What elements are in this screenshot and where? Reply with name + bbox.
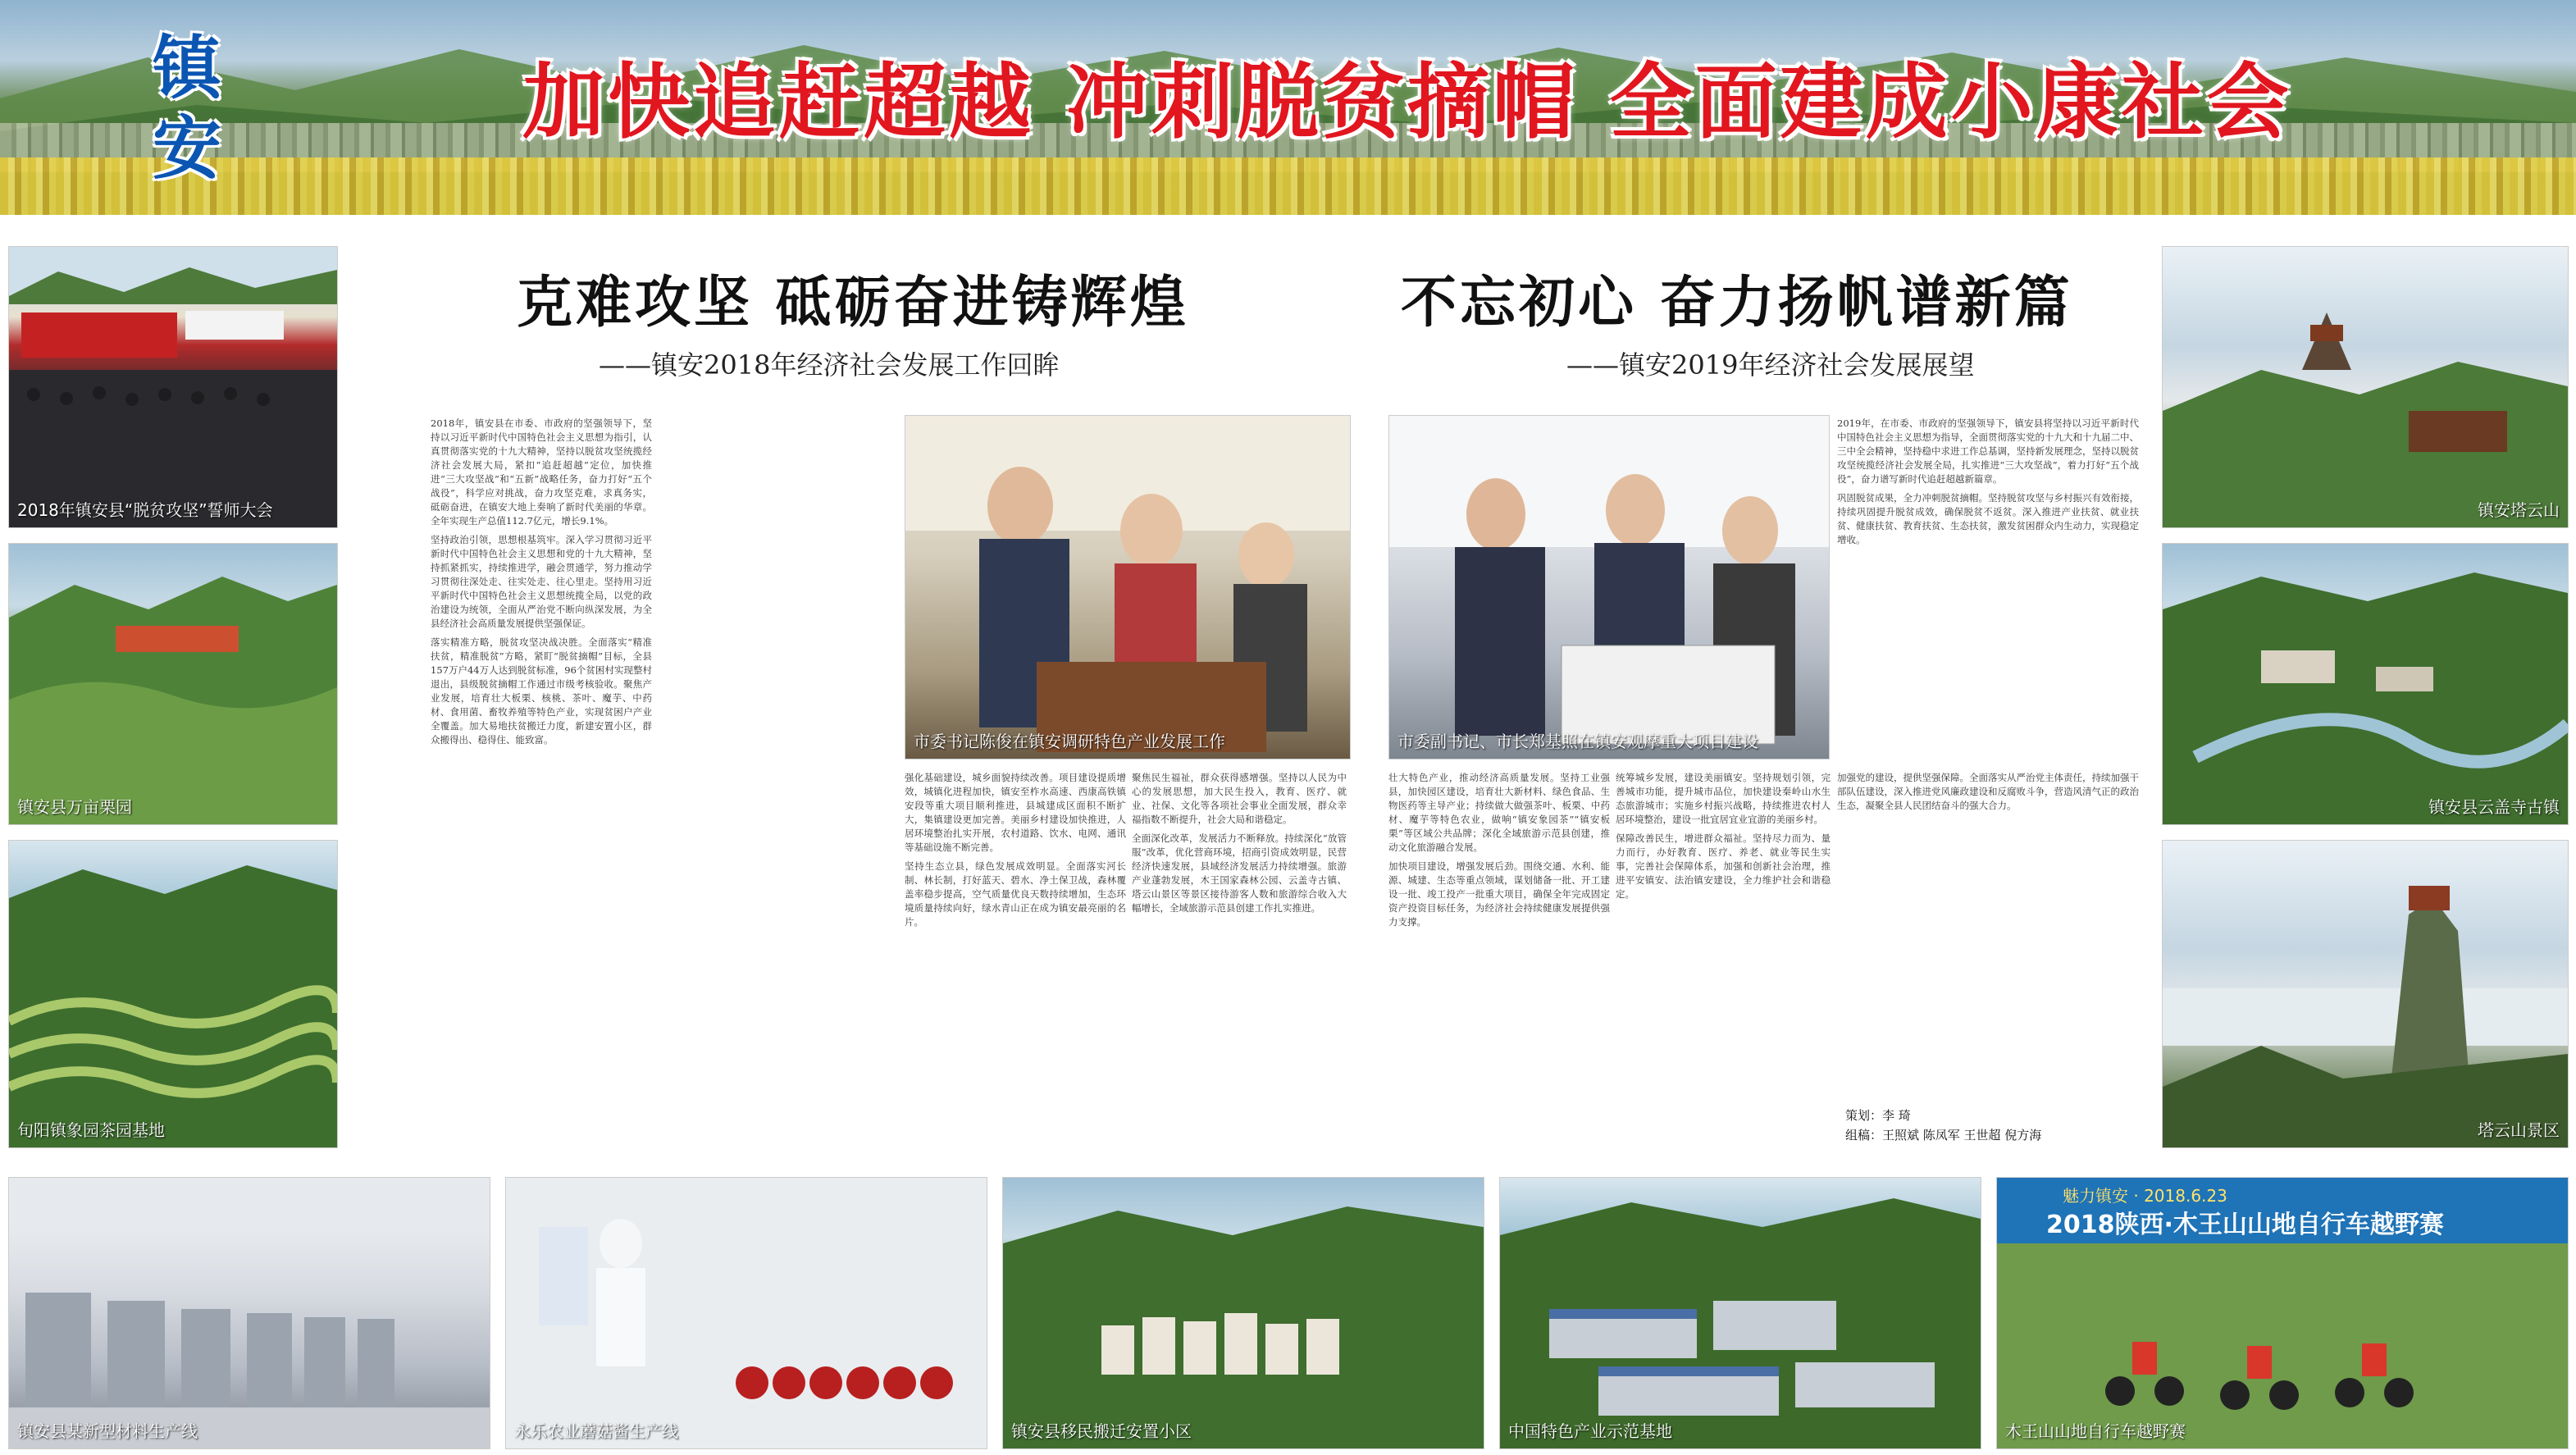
left-article-col-3 xyxy=(1132,771,1347,1163)
right-headline: 不忘初心 奋力扬帆谱新篇 xyxy=(1401,271,2073,335)
photo-left-1 xyxy=(8,246,338,528)
left-article-photo xyxy=(905,415,1351,759)
paragraph: 保障改善民生，增进群众福祉。坚持尽力而为、量力而行，办好教育、医疗、养老、就业等民生实事，完善社会保障体系，加强和创新社会治理，推进平安镇安、法治镇安建设，全力维护社会和谐稳定。 xyxy=(1616,832,1831,900)
left-article-col-2 xyxy=(905,771,1126,1163)
photo-bottom-4 xyxy=(1499,1177,1981,1449)
food-production-scene xyxy=(506,1178,987,1448)
photo-left-3 xyxy=(8,840,338,1148)
resettlement-community-scene xyxy=(1003,1178,1484,1448)
paragraph: 坚持政治引领，思想根基筑牢。深入学习贯彻习近平新时代中国特色社会主义思想和党的十九大精神，坚持抓紧抓实，持续推进学，融会贯通学，努力推动学习贯彻往深处走、往实处走、往心里走。坚持用习近平新时代中国特色社会主义思想统揽全局，以党的政治建设为统领，全面从严治党不断向纵深发展，为全县经济社会高质量发展提供坚强保证。 xyxy=(431,534,652,629)
tea-terraces-scene xyxy=(9,841,337,1147)
cliff-pavilion-scene xyxy=(2163,841,2568,1147)
paragraph: 全面深化改革，发展活力不断释放。持续深化“放管服”改革，优化营商环境，招商引资成效明显，民营经济快速发展，县域经济发展活力持续增强。旅游产业蓬勃发展，木王国家森林公园、云盖寺古镇、塔云山景区等景区接待游客人数和旅游综合收入大幅增长，全域旅游示范县创建工作扎实推进。 xyxy=(1132,832,1347,914)
project-visit-scene xyxy=(1389,416,1829,759)
left-subheadline: ——镇安2018年经济社会发展工作回眸 xyxy=(599,349,1060,381)
photo-caption: 镇安县万亩栗园 xyxy=(17,797,132,817)
ancient-town-scene xyxy=(2163,544,2568,824)
photo-caption: 2018年镇安县“脱贫攻坚”誓师大会 xyxy=(17,500,273,520)
photo-caption: 旬阳镇象园茶园基地 xyxy=(17,1120,165,1140)
photo-caption: 塔云山景区 xyxy=(2478,1120,2560,1140)
rapeseed-field xyxy=(0,157,2576,215)
photo-caption: 永乐农业蘑菇酱生产线 xyxy=(514,1421,678,1441)
paragraph: 壮大特色产业，推动经济高质量发展。坚持工业强县，加快园区建设，培育壮大新材料、绿色食品、生物医药等主导产业；持续做大做强茶叶、板栗、中药材、魔芋等特色农业，做响“镇安象园茶”“镇安板栗”等区域公共品牌；深化全域旅游示范县创建，推动文化旅游融合发展。 xyxy=(1388,772,1610,853)
paragraph: 统筹城乡发展，建设美丽镇安。坚持规划引领，完善城市功能，提升城市品位，加快建设秦岭山水生态旅游城市；实施乡村振兴战略，持续推进农村人居环境整治，建设一批宜居宜业宜游的美丽乡村。 xyxy=(1616,772,1831,825)
credits xyxy=(1845,1106,2041,1145)
photo-right-1 xyxy=(2162,246,2569,528)
paragraph: 加快项目建设，增强发展后劲。围绕交通、水利、能源、城建、生态等重点领域，谋划储备一批、开工建设一批、竣工投产一批重大项目，确保全年完成固定资产投资目标任务，为经济社会持续健康发展提供强力支撑。 xyxy=(1388,860,1610,928)
paragraph: 2019年，在市委、市政府的坚强领导下，镇安县将坚持以习近平新时代中国特色社会主义思想为指导，全面贯彻落实党的十九大和十九届二中、三中全会精神，坚持稳中求进工作总基调，坚持新发展理念，坚持以脱贫攻坚统揽经济社会发展全局，扎实推进“三大攻坚战”，着力打好“五个战役”，奋力谱写新时代追赶超越新篇章。 xyxy=(1837,417,2139,485)
slogan: 加快追赶超越 冲刺脱贫摘帽 全面建成小康社会 xyxy=(522,54,2292,150)
industrial-park-scene xyxy=(1500,1178,1981,1448)
officials-inspecting-scene xyxy=(905,416,1350,759)
photo-right-2 xyxy=(2162,543,2569,825)
paragraph: 落实精准方略，脱贫攻坚决战决胜。全面落实“精准扶贫，精准脱贫”方略，紧盯“脱贫摘帽”目标，全县157万户44万人达到脱贫标准，96个贫困村实现整村退出，县级脱贫摘帽工作通过市级考核验收。聚焦产业发展，培育壮大板栗、核桃、茶叶、魔芋、中药材、食用菌、畜牧养殖等特色产业，实现贫困户产业全覆盖。加大易地扶贫搬迁力度，新建安置小区，群众搬得出、稳得住、能致富。 xyxy=(431,636,652,746)
photo-right-3 xyxy=(2162,840,2569,1148)
top-banner xyxy=(0,0,2576,215)
photo-caption: 镇安塔云山 xyxy=(2478,500,2560,520)
photo-bottom-3 xyxy=(1002,1177,1484,1449)
right-article-col-4 xyxy=(1837,771,2139,1091)
photo-bottom-1 xyxy=(8,1177,490,1449)
paragraph: 强化基础建设，城乡面貌持续改善。项目建设提质增效，城镇化进程加快，镇安至柞水高速、西康高铁镇安段等重大项目顺利推进，县城建成区面积不断扩大，集镇建设更加完善。美丽乡村建设加快推进，人居环境整治扎实开展，农村道路、饮水、电网、通讯等基础设施不断完善。 xyxy=(905,772,1126,853)
hills-scene xyxy=(9,544,337,824)
left-article-col-1 xyxy=(431,417,652,1163)
right-subheadline: ——镇安2019年经济社会发展展望 xyxy=(1566,349,1975,381)
editors-credit: 组稿：王照斌 陈凤军 王世超 倪方海 xyxy=(1845,1128,2042,1143)
paragraph: 聚焦民生福祉，群众获得感增强。坚持以人民为中心的发展思想，加大民生投入，教育、医疗、就业、社保、文化等各项社会事业全面发展，群众幸福指数不断提升，社会大局和谐稳定。 xyxy=(1132,772,1347,825)
rally-scene xyxy=(9,247,337,527)
place-name: 镇安 xyxy=(152,27,221,189)
photo-caption: 市委书记陈俊在镇安调研特色产业发展工作 xyxy=(914,732,1225,751)
photo-caption: 镇安县某新型材料生产线 xyxy=(17,1421,198,1441)
right-article-col-2 xyxy=(1388,771,1610,1163)
photo-caption: 市委副书记、市长郑基照在镇安观摩重大项目建设 xyxy=(1397,732,1758,751)
planner-credit: 策划：李 琦 xyxy=(1845,1108,1911,1123)
photo-caption: 木王山山地自行车越野赛 xyxy=(2005,1421,2186,1441)
event-banner-title: 2018陕西·木王山山地自行车越野赛 xyxy=(2046,1211,2444,1239)
photo-bottom-2 xyxy=(505,1177,987,1449)
paragraph: 巩固脱贫成果，全力冲刺脱贫摘帽。坚持脱贫攻坚与乡村振兴有效衔接，持续巩固提升脱贫成效，确保脱贫不返贫。深入推进产业扶贫、就业扶贫、健康扶贫、教育扶贫、生态扶贫，激发贫困群众内生动力，实现稳定增收。 xyxy=(1837,492,2139,545)
paragraph: 坚持生态立县，绿色发展成效明显。全面落实河长制、林长制，打好蓝天、碧水、净土保卫战，森林覆盖率稳步提高，空气质量优良天数持续增加，生态环境质量持续向好，绿水青山正在成为镇安最亮丽的名片。 xyxy=(905,860,1126,928)
paragraph: 加强党的建设，提供坚强保障。全面落实从严治党主体责任，持续加强干部队伍建设，深入推进党风廉政建设和反腐败斗争，营造风清气正的政治生态，凝聚全县人民团结奋斗的强大合力。 xyxy=(1837,772,2139,811)
photo-bottom-5 xyxy=(1996,1177,2569,1449)
photo-left-2 xyxy=(8,543,338,825)
photo-caption: 镇安县云盖寺古镇 xyxy=(2428,797,2560,817)
right-article-photo xyxy=(1388,415,1830,759)
temple-peak-scene xyxy=(2163,247,2568,527)
left-headline: 克难攻坚 砥砺奋进铸辉煌 xyxy=(517,271,1189,335)
paragraph: 2018年，镇安县在市委、市政府的坚强领导下，坚持以习近平新时代中国特色社会主义思想为指引，认真贯彻落实党的十九大精神，坚持以脱贫攻坚统揽经济社会发展大局，紧扣“追赶超越”定位，加快推进“三大攻坚战”和“五新”战略任务，奋力打好“五个战役”，科学应对挑战，奋力攻坚克难，求真务实，砥砺奋进，在镇安大地上奏响了新时代美丽的华章。全年实现生产总值112.7亿元，增长9.1%。 xyxy=(431,417,652,527)
right-article-col-3 xyxy=(1616,771,1831,1163)
event-banner-small: 魅力镇安 · 2018.6.23 xyxy=(2063,1186,2227,1206)
right-article-col-1 xyxy=(1837,417,2139,769)
photo-caption: 中国特色产业示范基地 xyxy=(1508,1421,1672,1441)
photo-caption: 镇安县移民搬迁安置小区 xyxy=(1011,1421,1192,1441)
factory-line-scene xyxy=(9,1178,490,1448)
